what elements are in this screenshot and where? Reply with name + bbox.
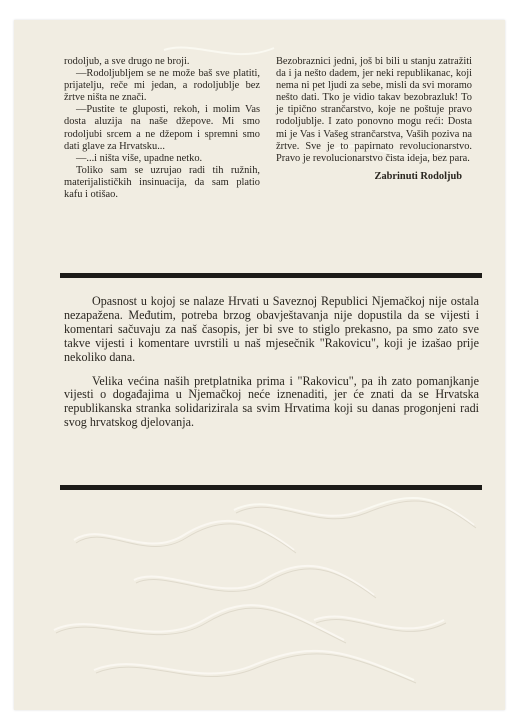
left-paragraph-4: —...i ništa više, upadne netko. — [76, 152, 203, 164]
notice-paragraph-2: Velika većina naših pretplatnika prima i "Rakovicu", pa ih zato pomanjkanje vijesti o događajima u Njemačkoj neće iznenaditi, jer će znati da se Hrvatska republikanska stranka solidarizirala sa svim Hrvatima koji su danas progonjeni radi svog hrvatskog djelovanja. — [64, 373, 479, 430]
signature: Zabrinuti Rodoljub — [374, 170, 462, 182]
right-column — [276, 56, 472, 183]
left-column — [64, 56, 260, 201]
notice-block — [64, 295, 479, 430]
left-paragraph-2: —Rodoljubljem se ne može baš sve platiti, prijatelju, reče mi jedan, a rodoljublje bez žrtve ništa ne znači. — [64, 68, 260, 104]
magazine-page — [14, 20, 505, 710]
divider-top — [60, 273, 482, 278]
left-paragraph-1: rodoljub, a sve drugo ne broji. — [64, 56, 190, 67]
left-paragraph-5: Toliko sam se uzrujao radi tih ružnih, materijalističkih insinuacija, da sam platio kafu i otišao. — [64, 164, 260, 201]
right-paragraph-1: Bezobraznici jedni, još bi bili u stanju zatražiti da i ja nešto dadem, jer neki republikanac, koji nema ni pet ljudi za sebe, misli da svi moramo nešto dati. Tko je vidio takav bezobrazluk! To je tipično strančarstvo, koje ne poštuje pravo rodoljublje. I zato ponovno mogu reći: Dosta mi je Vas i Vašeg strančarstva, Vaših poziva na žrtve. Sve je to papirnato revolucionarstvo. Pravo je revolucionarstvo čista ideja, bez para. — [276, 56, 472, 164]
divider-bottom — [60, 485, 482, 490]
left-paragraph-3: —Pustite te gluposti, rekoh, i molim Vas dosta aluzija na naše džepove. Mi smo rodoljubi srcem a ne džepom i spremni smo dati glave za Hrvatsku... — [64, 104, 260, 152]
notice-paragraph-1: Opasnost u kojoj se nalaze Hrvati u Saveznoj Republici Njemačkoj nije ostala nezapažena. Međutim, potreba brzog obavještavanja nije dopustila da se vijesti i komentari sačuvaju za naš časopis, jer bi sve to stiglo prekasno, pa smo zato sve takve vijesti i komentare uvrstili u naš mjesečnik "Rakovicu", koji je izašao prije nekoliko dana. — [64, 294, 479, 364]
